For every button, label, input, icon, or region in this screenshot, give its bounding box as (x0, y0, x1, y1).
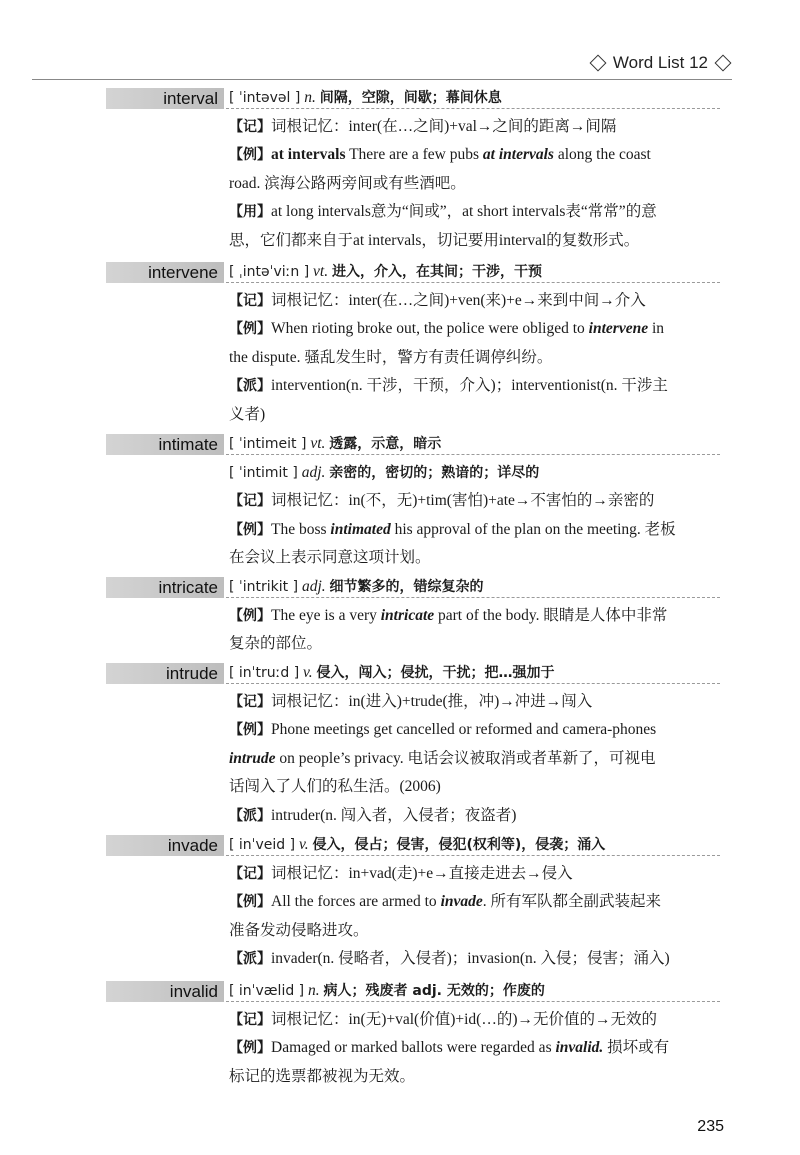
continuation-line (229, 546, 721, 570)
headword: invalid (106, 981, 224, 1002)
note-text: 词根记忆：in(无)+val(价值)+id(…的)→无价值的→无效的 (271, 1010, 658, 1028)
definition-line (229, 979, 721, 1003)
definition-text: 透露，示意，暗示 (329, 436, 442, 452)
part-of-speech: v. (303, 664, 313, 681)
headword: interval (106, 88, 224, 109)
phonetic: [ ˈintimit ] (229, 464, 298, 481)
note-line (229, 718, 721, 742)
note-tag: 【例】 (229, 321, 271, 338)
headword: intricate (106, 577, 224, 598)
example-keyword: intricate (380, 606, 435, 624)
definition-text: 细节繁多的，错综复杂的 (329, 579, 484, 595)
note-tag: 【记】 (229, 865, 271, 882)
note-line (229, 1008, 721, 1032)
continuation-line (229, 919, 721, 943)
example-keyword: intimated (330, 520, 391, 538)
example-keyword: invalid. (555, 1039, 604, 1057)
note-tag: 【例】 (229, 722, 271, 739)
headword: intimate (106, 434, 224, 455)
note-tag: 【例】 (229, 521, 271, 538)
definition-line (229, 260, 721, 284)
example-text: in (648, 320, 665, 338)
example-text: 损坏或有 (603, 1039, 670, 1057)
note-tag: 【派】 (229, 378, 271, 395)
example-text: along the coast (553, 146, 651, 164)
example-text: There are a few pubs (345, 146, 483, 164)
note-line (229, 489, 721, 513)
note-line (229, 862, 721, 886)
note-text: 义者) (229, 406, 266, 423)
note-line (229, 200, 721, 224)
phonetic: [ ˈintimeit ] (229, 436, 307, 452)
note-tag: 【例】 (229, 607, 271, 624)
definition-line (229, 833, 721, 857)
running-header (560, 50, 732, 76)
note-line (229, 1036, 721, 1060)
note-line (229, 317, 721, 341)
note-tag: 【记】 (229, 118, 271, 135)
definition-text: 亲密的，密切的；熟谙的；详尽的 (329, 464, 540, 481)
example-text: The eye is a very (271, 606, 381, 624)
continuation-line (229, 775, 721, 799)
note-text: 词根记忆：in(进入)+trude(推，冲)→冲进→闯入 (271, 692, 593, 710)
phonetic: [ inˈtruːd ] (229, 665, 300, 681)
note-tag: 【记】 (229, 693, 271, 710)
definition-line (229, 661, 721, 685)
note-tag: 【记】 (229, 1011, 271, 1028)
definition-line (229, 86, 721, 110)
note-line (229, 890, 721, 914)
part-of-speech: vt. (313, 263, 329, 280)
note-tag: 【用】 (229, 204, 271, 221)
definition-text: 侵入，侵占；侵害，侵犯(权利等)，侵袭；涌入 (312, 837, 606, 853)
phonetic: [ inˈveid ] (229, 837, 296, 853)
example-text: . 所有军队都全副武装起来 (482, 893, 662, 911)
note-text: the dispute. 骚乱发生时，警方有责任调停纠纷。 (229, 348, 553, 366)
page-number: 235 (697, 1118, 724, 1135)
note-text: intervention(n. 干涉，干预，介入)；interventionist(n. 干涉主 (271, 377, 668, 395)
note-tag: 【派】 (229, 808, 271, 824)
continuation-line (229, 747, 721, 771)
definition-text: 病人；残废者 adj. 无效的；作废的 (323, 983, 545, 999)
example-text: part of the body. 眼睛是人体中非常 (434, 606, 668, 624)
note-line (229, 115, 721, 139)
note-tag: 【记】 (229, 493, 271, 510)
headword: invade (106, 835, 224, 856)
note-text: intruder(n. 闯入者，入侵者；夜盗者) (271, 807, 517, 824)
continuation-line (229, 403, 721, 427)
note-line (229, 804, 721, 828)
continuation-line (229, 172, 721, 196)
part-of-speech: v. (299, 836, 309, 853)
example-text: The boss (271, 520, 331, 538)
note-text: 词根记忆：in+vad(走)+e→直接走进去→侵入 (271, 864, 573, 882)
definition-text: 间隔，空隙，间歇；幕间休息 (319, 90, 502, 106)
note-line (229, 690, 721, 714)
phonetic: [ inˈvælid ] (229, 983, 305, 999)
note-text: road. 滨海公路两旁间或有些酒吧。 (229, 174, 466, 192)
example-text: on people’s privacy. 电话会议被取消或者革新了，可视电 (275, 749, 656, 767)
note-text: 在会议上表示同意这项计划。 (229, 549, 431, 567)
note-text: Phone meetings get cancelled or reformed and camera-phones (271, 721, 657, 739)
diamond-icon (589, 55, 606, 72)
phonetic: [ ˈintrikit ] (229, 579, 299, 595)
definition-line (229, 461, 721, 485)
part-of-speech: vt. (310, 435, 326, 452)
note-text: 复杂的部位。 (229, 635, 323, 653)
note-text: 标记的选票都被视为无效。 (229, 1067, 416, 1085)
note-line (229, 518, 721, 542)
note-text: invader(n. 侵略者，入侵者)；invasion(n. 入侵；侵害；涌入) (271, 950, 670, 968)
example-keyword: intervene (588, 320, 649, 338)
headword: intervene (106, 262, 224, 283)
example-text: When rioting broke out, the police were obliged to (271, 320, 589, 338)
note-tag: 【派】 (229, 951, 271, 968)
part-of-speech: n. (304, 89, 316, 106)
example-text: Damaged or marked ballots were regarded as (271, 1039, 556, 1057)
note-tag: 【例】 (229, 147, 271, 164)
phonetic: [ ˈintəvəl ] (229, 90, 301, 106)
part-of-speech: n. (308, 982, 320, 999)
note-line (229, 604, 721, 628)
example-keyword: at intervals (482, 146, 554, 164)
note-tag: 【记】 (229, 292, 271, 309)
note-text: 词根记忆：in(不，无)+tim(害怕)+ate→不害怕的→亲密的 (271, 492, 655, 510)
definition-line (229, 432, 721, 456)
note-text: 词根记忆：inter(在…之间)+ven(来)+e→来到中间→介入 (271, 291, 646, 309)
definition-text: 侵入，闯入；侵扰，干扰；把…强加于 (316, 665, 555, 681)
running-header-title: Word List 12 (612, 53, 708, 72)
continuation-line (229, 346, 721, 370)
note-text: 思，它们都来自于at intervals，切记要用interval的复数形式。 (229, 232, 640, 249)
note-line (229, 947, 721, 971)
example-keyword: intrude (229, 749, 276, 767)
phonetic: [ ˌintəˈviːn ] (229, 264, 310, 280)
continuation-line (229, 632, 721, 656)
example-text: his approval of the plan on the meeting. 老板 (390, 520, 676, 538)
diamond-icon (715, 55, 732, 72)
part-of-speech: adj. (301, 463, 326, 481)
headword: intrude (106, 663, 224, 684)
continuation-line (229, 229, 721, 253)
bold-phrase: at intervals (271, 146, 346, 164)
note-line (229, 143, 721, 167)
note-tag: 【例】 (229, 1040, 271, 1057)
continuation-line (229, 1065, 721, 1089)
note-text: at long intervals意为“间或”，at short intervals表“常常”的意 (271, 203, 657, 221)
part-of-speech: adj. (301, 578, 326, 595)
definition-text: 进入，介入，在其间；干涉，干预 (331, 264, 542, 280)
header-rule (32, 79, 732, 80)
note-line (229, 374, 721, 398)
note-tag: 【例】 (229, 894, 271, 911)
note-text: 准备发动侵略进攻。 (229, 921, 369, 939)
definition-line (229, 575, 721, 599)
example-text: All the forces are armed to (271, 893, 441, 911)
note-line (229, 289, 721, 313)
example-keyword: invade (440, 893, 483, 911)
note-text: 话闯入了人们的私生活。(2006) (229, 778, 441, 796)
note-text: 词根记忆：inter(在…之间)+val→之间的距离→间隔 (271, 117, 617, 135)
